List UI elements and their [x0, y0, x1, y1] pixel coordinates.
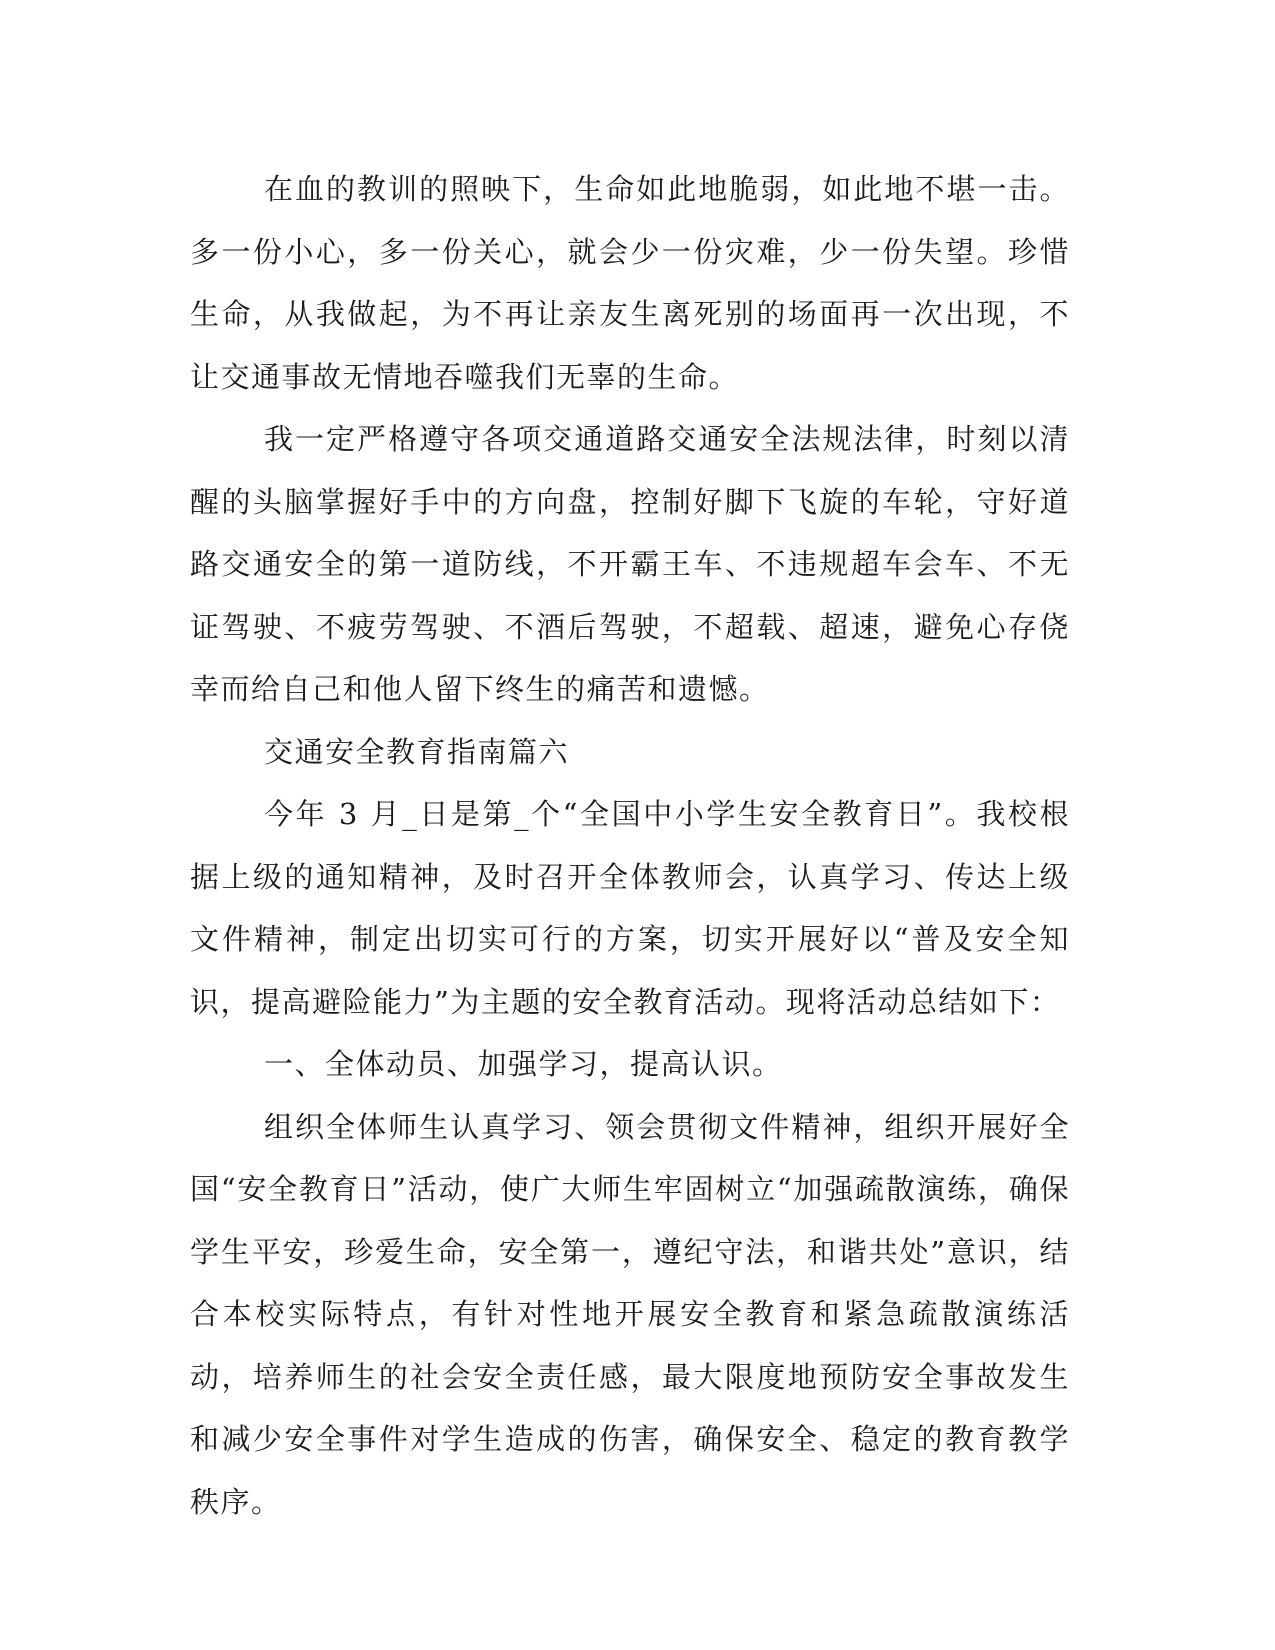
paragraph-safety-day: 今年 3 月_日是第_个“全国中小学生安全教育日”。我校根据上级的通知精神，及时召开全体教师会，认真学习、传达上级文件精神，制定出切实可行的方案，切实开展好以“普及安全知识，提高避险能力”为主题的安全教育活动。现将活动总结如下： [190, 797, 1070, 1019]
document-body [190, 158, 1070, 1533]
paragraph-traffic-pledge: 我一定严格遵守各项交通道路交通安全法规法律，时刻以清醒的头脑掌握好手中的方向盘，控制好脚下飞旋的车轮，守好道路交通安全的第一道防线，不开霸王车、不违规超车会车、不无证驾驶、不疲劳驾驶、不酒后驾驶，不超载、超速，避免心存侥幸而给自己和他人留下终生的痛苦和遗憾。 [190, 422, 1070, 706]
paragraph-organize-study: 组织全体师生认真学习、领会贯彻文件精神，组织开展好全国“安全教育日”活动，使广大师生牢固树立“加强疏散演练，确保学生平安，珍爱生命，安全第一，遵纪守法，和谐共处”意识，结合本校实际特点，有针对性地开展安全教育和紧急疏散演练活动，培养师生的社会安全责任感，最大限度地预防安全事故发生和减少安全事件对学生造成的伤害，确保安全、稳定的教育教学秩序。 [190, 1109, 1070, 1519]
subheading-mobilize: 一、全体动员、加强学习，提高认识。 [264, 1047, 783, 1081]
section-heading: 交通安全教育指南篇六 [264, 734, 570, 769]
paragraph-blood-lesson: 在血的教训的照映下，生命如此地脆弱，如此地不堪一击。多一份小心，多一份关心，就会少一份灾难，少一份失望。珍惜生命，从我做起，为不再让亲友生离死别的场面再一次出现，不让交通事故无情地吞噬我们无辜的生命。 [190, 172, 1070, 394]
